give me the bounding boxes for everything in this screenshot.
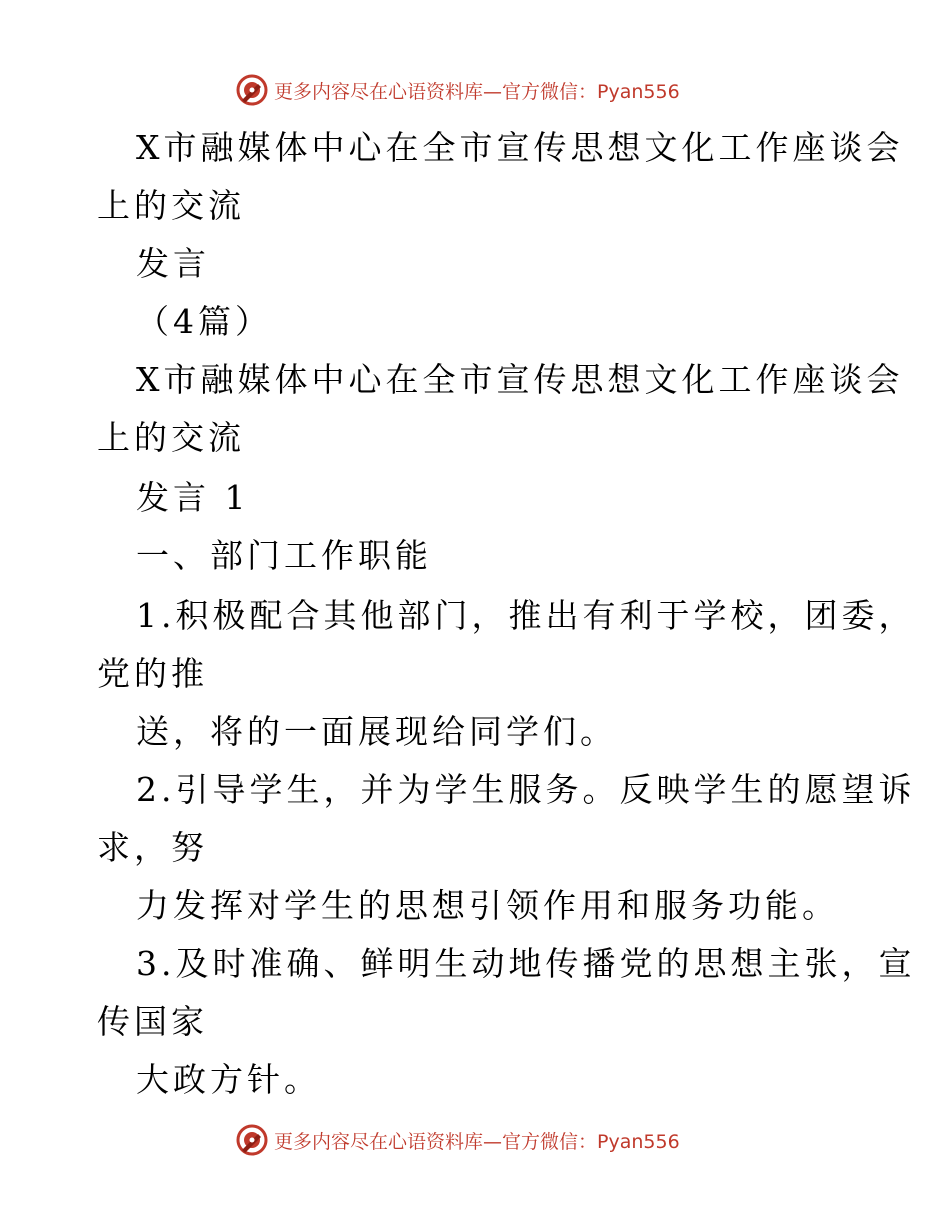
doc-line-14: 力发挥对学生的思想引领作用和服务功能。 [136, 886, 839, 925]
pen-logo-icon [236, 1124, 268, 1156]
doc-line-7: 发言 1 [136, 478, 250, 517]
doc-line-15: 3.及时准确、鲜明生动地传播党的思想主张，宣 [136, 944, 916, 983]
doc-line-10: 党的推 [97, 654, 208, 693]
doc-line-13: 求，努 [97, 828, 208, 867]
doc-line-2: 上的交流 [97, 186, 245, 225]
doc-line-6: 上的交流 [97, 418, 245, 457]
pen-logo-icon [236, 74, 268, 106]
watermark-text: 更多内容尽在心语资料库—官方微信：Pyan556 [274, 1130, 680, 1153]
section-heading: 一、部门工作职能 [136, 536, 432, 575]
doc-line-9: 1.积极配合其他部门，推出有利于学校，团委， [136, 596, 916, 635]
doc-line-12: 2.引导学生，并为学生服务。反映学生的愿望诉 [136, 770, 916, 809]
doc-line-3: 发言 [136, 244, 210, 283]
watermark-banner-top [236, 74, 680, 106]
doc-line-1: X市融媒体中心在全市宣传思想文化工作座谈会 [136, 128, 904, 167]
doc-line-5: X市融媒体中心在全市宣传思想文化工作座谈会 [136, 360, 904, 399]
doc-line-11: 送，将的一面展现给同学们。 [136, 712, 617, 751]
watermark-text: 更多内容尽在心语资料库—官方微信：Pyan556 [274, 80, 680, 103]
doc-line-17: 大政方针。 [136, 1060, 321, 1099]
doc-line-4: （4篇） [136, 302, 272, 341]
doc-line-16: 传国家 [97, 1002, 208, 1041]
watermark-banner-bottom [236, 1124, 680, 1156]
